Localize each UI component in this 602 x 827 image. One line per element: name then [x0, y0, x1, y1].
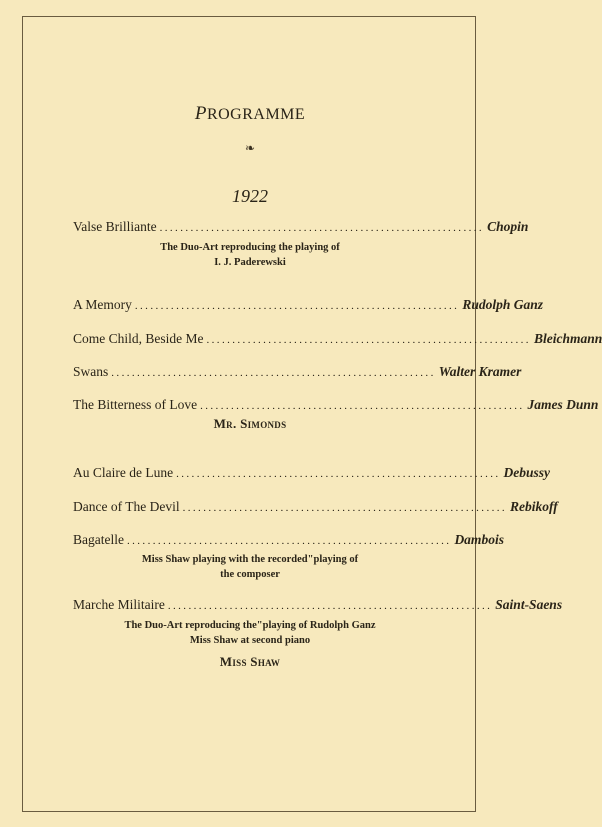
piece-title: Bagatelle: [73, 532, 124, 547]
composer-name: Bleichmann: [533, 331, 602, 346]
dot-leader: ...............................................................: [159, 222, 485, 234]
programme-entry: [73, 297, 543, 313]
dot-leader: ...............................................................: [206, 334, 531, 346]
dot-leader: ...............................................................: [126, 535, 452, 547]
year: 1922: [232, 186, 268, 206]
performance-note: [0, 618, 500, 648]
dot-leader: ...............................................................: [182, 502, 508, 514]
composer-name: Chopin: [487, 219, 529, 234]
performer-label: Miss Shaw: [219, 654, 281, 669]
piece-title: Au Claire de Lune: [73, 465, 174, 480]
leaf-ornament-icon: ❧: [244, 141, 256, 155]
composer-name: James Dunn: [527, 397, 599, 412]
composer-name: Saint-Saens: [495, 597, 563, 612]
page-border: [22, 16, 476, 812]
performance-note: [0, 240, 500, 270]
piece-title: Dance of The Devil: [73, 499, 180, 514]
note-line: Miss Shaw playing with the recorded"playing of: [141, 554, 359, 565]
composer-name: Rudolph Ganz: [462, 297, 543, 312]
performance-note: [0, 552, 500, 582]
heading-initial: P: [194, 103, 207, 124]
programme-entry: [73, 597, 563, 613]
performer-label: Mr. Simonds: [213, 416, 287, 431]
programme-entry: [73, 364, 522, 380]
note-line: I. J. Paderewski: [214, 257, 286, 268]
programme-entry: [73, 499, 558, 515]
programme-heading: [0, 103, 500, 125]
performer-name: [0, 654, 500, 670]
dot-leader: ...............................................................: [111, 367, 436, 379]
piece-title: Swans: [73, 364, 109, 379]
programme-entry: [73, 219, 529, 235]
dot-leader: ...............................................................: [200, 400, 525, 412]
programme-entry: [73, 465, 551, 481]
performer-name: [0, 416, 500, 432]
programme-entry: [73, 532, 504, 548]
programme-entry: [73, 331, 602, 347]
composer-name: Debussy: [503, 465, 551, 480]
dot-leader: ...............................................................: [176, 468, 501, 480]
note-line: The Duo-Art reproducing the playing of: [160, 242, 340, 253]
piece-title: Marche Militaire: [73, 597, 165, 612]
piece-title: Valse Brilliante: [73, 219, 157, 234]
piece-title: The Bitterness of Love: [73, 397, 198, 412]
piece-title: A Memory: [73, 297, 132, 312]
dot-leader: ...............................................................: [134, 300, 460, 312]
note-line: The Duo-Art reproducing the"playing of Rudolph Ganz: [124, 620, 376, 631]
composer-name: Dambois: [454, 532, 504, 547]
composer-name: Walter Kramer: [438, 364, 522, 379]
heading-rest: ROGRAMME: [206, 106, 306, 123]
note-line: the composer: [220, 569, 280, 580]
dot-leader: ...............................................................: [167, 600, 493, 612]
piece-title: Come Child, Beside Me: [73, 331, 204, 346]
note-line: Miss Shaw at second piano: [189, 635, 311, 646]
programme-entry: [73, 397, 599, 413]
composer-name: Rebikoff: [510, 499, 558, 514]
